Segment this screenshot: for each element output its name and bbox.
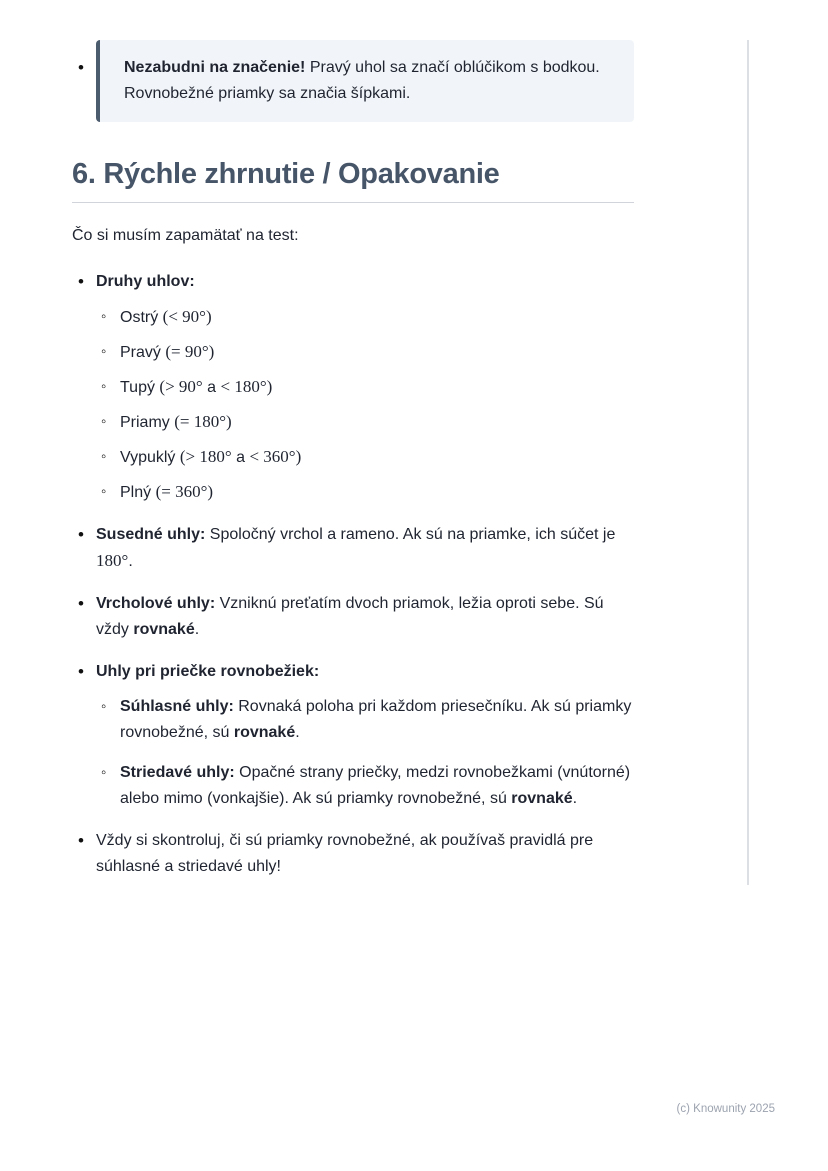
sub-item-priamy bbox=[96, 409, 634, 436]
list-item-angle-types bbox=[72, 269, 634, 506]
math-text-segment: (> 180° bbox=[179, 447, 232, 466]
math-text-segment: < 360°) bbox=[249, 447, 302, 466]
plain-text-segment: Opačné strany priečky, medzi rovnobežkami (vnútorné) alebo mimo (vonkajšie). Ak sú priamky rovnobežné, sú bbox=[120, 764, 631, 807]
footer-copyright: (c) Knowunity 2025 bbox=[676, 1103, 775, 1115]
callout-list-item bbox=[72, 40, 634, 122]
sub-item-vypukly bbox=[96, 444, 634, 471]
section-heading: 6. Rýchle zhrnutie / Opakovanie bbox=[72, 158, 500, 190]
plain-text-segment: . bbox=[194, 621, 200, 638]
bold-text-segment: Nezabudni na značenie! bbox=[124, 59, 306, 76]
bold-text-segment: Susedné uhly: bbox=[96, 526, 206, 543]
plain-text-segment: Pravý bbox=[120, 344, 166, 361]
plain-text-segment: Vypuklý bbox=[120, 449, 180, 466]
plain-text-segment: Spoločný vrchol a rameno. Ak sú na priamke, ich súčet je bbox=[205, 526, 616, 543]
bold-text-segment: Súhlasné uhly: bbox=[120, 698, 234, 715]
callout-text bbox=[124, 55, 610, 107]
math-text-segment: < 180°) bbox=[220, 377, 273, 396]
bold-text-segment: rovnaké bbox=[233, 724, 296, 741]
plain-text-segment: Vzniknú preťatím dvoch priamok, ležia oproti sebe. Sú vždy bbox=[96, 595, 604, 638]
math-text-segment: 180° bbox=[96, 551, 129, 570]
intro-text: Čo si musím zapamätať na test: bbox=[72, 227, 299, 244]
page-edge-line bbox=[747, 40, 749, 885]
section-divider bbox=[72, 202, 634, 203]
plain-text-segment: a bbox=[231, 449, 250, 466]
math-text-segment: (= 180°) bbox=[174, 412, 232, 431]
list-item-priecka-rovnobeziek bbox=[72, 659, 634, 812]
sub-item-tupy bbox=[96, 374, 634, 401]
sub-item-pravy bbox=[96, 339, 634, 366]
sub-item-plny bbox=[96, 479, 634, 506]
plain-text-segment: a bbox=[202, 379, 221, 396]
sub-item-striedave bbox=[96, 760, 634, 812]
plain-text-segment: . bbox=[295, 724, 300, 741]
list-item-label: Druhy uhlov: bbox=[96, 273, 195, 290]
math-text-segment: (= 360°) bbox=[155, 482, 214, 501]
plain-text-segment: Vždy si skontroluj, či sú priamky rovnobežné, ak používaš pravidlá pre súhlasné a striedavé uhly! bbox=[96, 832, 594, 875]
math-text-segment: (< 90°) bbox=[162, 307, 212, 326]
bold-text-segment: rovnaké bbox=[511, 790, 573, 807]
plain-text-segment: . bbox=[572, 790, 578, 807]
priecka-sublist bbox=[96, 694, 634, 812]
bold-text-segment: Vrcholové uhly: bbox=[96, 595, 216, 612]
plain-text-segment: Pravý uhol sa značí oblúčikom s bodkou. Rovnobežné priamky sa značia šípkami. bbox=[124, 59, 600, 102]
list-item-susedne-uhly bbox=[72, 522, 634, 575]
plain-text-segment: Priamy bbox=[120, 414, 175, 431]
list-item-vrcholove-uhly bbox=[72, 591, 634, 643]
plain-text-segment: Tupý bbox=[120, 379, 160, 396]
plain-text-segment: Rovnaká poloha pri každom priesečníku. Ak sú priamky rovnobežné, sú bbox=[120, 698, 632, 741]
document-body bbox=[72, 40, 634, 896]
math-text-segment: (= 90°) bbox=[165, 342, 215, 361]
summary-list bbox=[72, 269, 634, 880]
list-item-reminder bbox=[72, 828, 634, 880]
plain-text-segment: Plný bbox=[120, 484, 156, 501]
angle-types-sublist bbox=[96, 304, 634, 506]
math-text-segment: (> 90° bbox=[159, 377, 203, 396]
sub-item-suhlasne bbox=[96, 694, 634, 746]
plain-text-segment: . bbox=[128, 553, 133, 570]
sub-item-ostry bbox=[96, 304, 634, 331]
list-item-label: Uhly pri priečke rovnobežiek: bbox=[96, 663, 320, 680]
note-callout bbox=[96, 40, 634, 122]
callout-list bbox=[72, 40, 634, 122]
plain-text-segment: Ostrý bbox=[120, 309, 163, 326]
bold-text-segment: Striedavé uhly: bbox=[120, 764, 235, 781]
bold-text-segment: rovnaké bbox=[133, 621, 195, 638]
